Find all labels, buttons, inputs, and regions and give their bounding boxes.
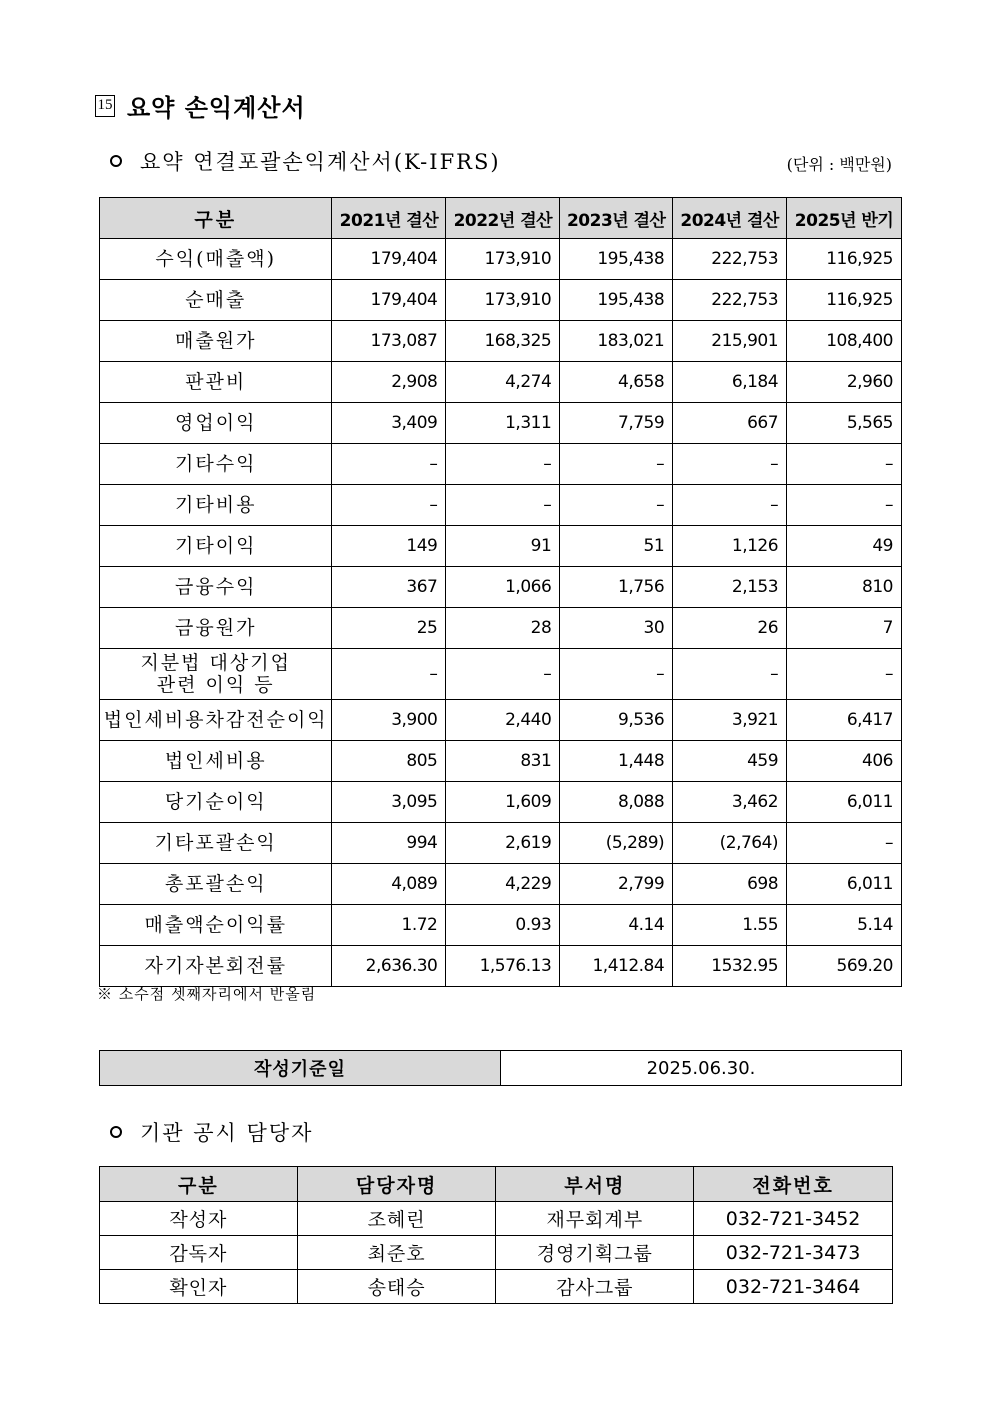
table-row: [100, 649, 902, 700]
value-cell: 1,576.13: [446, 946, 560, 987]
row-label-text: 기타비용: [175, 494, 257, 516]
row-label-text: 기타수익: [175, 453, 257, 475]
header-2024: 2024년 결산: [673, 198, 787, 239]
value-cell: 4,274: [446, 362, 560, 403]
value-cell: 1.72: [332, 905, 446, 946]
value-cell: –: [787, 823, 902, 864]
value-cell: 26: [673, 608, 787, 649]
row-label: [100, 823, 332, 864]
value-cell: 222,753: [673, 239, 787, 280]
table-row: [100, 741, 902, 782]
table-row: [100, 567, 902, 608]
value-cell: 569.20: [787, 946, 902, 987]
contact-phone: 032-721-3473: [694, 1236, 893, 1270]
value-cell: –: [787, 649, 902, 700]
value-cell: 51: [560, 526, 673, 567]
value-cell: –: [446, 444, 560, 485]
value-cell: 1,311: [446, 403, 560, 444]
table-row: [100, 700, 902, 741]
value-cell: –: [673, 649, 787, 700]
row-label: [100, 239, 332, 280]
value-cell: 7: [787, 608, 902, 649]
value-cell: 0.93: [446, 905, 560, 946]
value-cell: 25: [332, 608, 446, 649]
value-cell: 1532.95: [673, 946, 787, 987]
value-cell: 215,901: [673, 321, 787, 362]
value-cell: 810: [787, 567, 902, 608]
row-label-text: 법인세비용: [164, 750, 267, 772]
value-cell: 183,021: [560, 321, 673, 362]
header-2021: 2021년 결산: [332, 198, 446, 239]
contact-role: 감독자: [100, 1236, 298, 1270]
row-label: [100, 444, 332, 485]
row-label-text: 금융원가: [175, 617, 257, 639]
row-label-text: 당기순이익: [164, 791, 267, 813]
base-date-table: [99, 1050, 902, 1086]
header-role: 구분: [100, 1167, 298, 1202]
value-cell: 91: [446, 526, 560, 567]
value-cell: 459: [673, 741, 787, 782]
table-row: [100, 362, 902, 403]
contact-role: 작성자: [100, 1202, 298, 1236]
row-label-text: 지분법 대상기업: [140, 652, 291, 674]
table-row: [100, 608, 902, 649]
table-row: [100, 485, 902, 526]
contact-department: 감사그룹: [496, 1270, 694, 1304]
value-cell: 179,404: [332, 280, 446, 321]
table-row: [100, 1270, 893, 1304]
row-label-text: 기타포괄손익: [154, 832, 277, 854]
table-header-row: [100, 198, 902, 239]
value-cell: –: [446, 649, 560, 700]
contact-person: 최준호: [297, 1236, 496, 1270]
value-cell: 994: [332, 823, 446, 864]
section-title: 요약 손익계산서: [127, 94, 306, 122]
value-cell: –: [560, 485, 673, 526]
value-cell: –: [332, 444, 446, 485]
row-label: [100, 608, 332, 649]
value-cell: 1,412.84: [560, 946, 673, 987]
value-cell: 4,229: [446, 864, 560, 905]
contact-phone: 032-721-3452: [694, 1202, 893, 1236]
table-row: [100, 1236, 893, 1270]
value-cell: 6,417: [787, 700, 902, 741]
value-cell: 1.55: [673, 905, 787, 946]
row-label-text: 수익(매출액): [155, 248, 277, 270]
header-2023: 2023년 결산: [560, 198, 673, 239]
table-row: [100, 864, 902, 905]
row-label-text: 총포괄손익: [164, 873, 267, 895]
value-cell: –: [332, 485, 446, 526]
row-label: [100, 782, 332, 823]
unit-label: (단위 : 백만원): [786, 155, 892, 174]
value-cell: 5,565: [787, 403, 902, 444]
table-row: [100, 526, 902, 567]
row-label: [100, 403, 332, 444]
value-cell: 195,438: [560, 280, 673, 321]
row-label: [100, 905, 332, 946]
row-label-text: 순매출: [185, 289, 247, 311]
value-cell: –: [560, 444, 673, 485]
table-row: [100, 905, 902, 946]
value-cell: 6,011: [787, 864, 902, 905]
value-cell: 173,910: [446, 280, 560, 321]
row-label-text: 판관비: [185, 371, 247, 393]
table-row: [100, 782, 902, 823]
value-cell: 168,325: [446, 321, 560, 362]
value-cell: –: [446, 485, 560, 526]
contact-heading-text: 기관 공시 담당자: [140, 1121, 314, 1145]
row-label: [100, 864, 332, 905]
section-heading: [95, 88, 306, 123]
value-cell: –: [787, 444, 902, 485]
base-date-label: 작성기준일: [100, 1051, 501, 1086]
value-cell: 367: [332, 567, 446, 608]
row-label-text: 영업이익: [175, 412, 257, 434]
value-cell: 3,409: [332, 403, 446, 444]
contact-heading: [110, 1117, 313, 1147]
value-cell: 805: [332, 741, 446, 782]
value-cell: 2,440: [446, 700, 560, 741]
value-cell: 3,462: [673, 782, 787, 823]
value-cell: –: [332, 649, 446, 700]
row-label-text-line2: 관련 이익 등: [156, 674, 275, 696]
table-row: [100, 823, 902, 864]
value-cell: 2,799: [560, 864, 673, 905]
contact-department: 재무회계부: [496, 1202, 694, 1236]
value-cell: 1,066: [446, 567, 560, 608]
value-cell: 116,925: [787, 280, 902, 321]
value-cell: –: [673, 444, 787, 485]
value-cell: 3,921: [673, 700, 787, 741]
value-cell: 1,756: [560, 567, 673, 608]
circle-bullet-icon: [110, 155, 122, 167]
row-label: [100, 526, 332, 567]
table-header-row: [100, 1167, 893, 1202]
header-phone: 전화번호: [694, 1167, 893, 1202]
value-cell: 2,960: [787, 362, 902, 403]
value-cell: 1,448: [560, 741, 673, 782]
value-cell: 49: [787, 526, 902, 567]
header-category: 구분: [100, 198, 332, 239]
value-cell: 1,126: [673, 526, 787, 567]
subtitle-text: 요약 연결포괄손익계산서(K-IFRS): [140, 150, 501, 174]
contact-person: 송태승: [297, 1270, 496, 1304]
row-label: [100, 700, 332, 741]
table-row: [100, 403, 902, 444]
value-cell: 9,536: [560, 700, 673, 741]
section-number-box: 15: [95, 95, 115, 117]
value-cell: 7,759: [560, 403, 673, 444]
value-cell: (2,764): [673, 823, 787, 864]
value-cell: 149: [332, 526, 446, 567]
value-cell: (5,289): [560, 823, 673, 864]
row-label: [100, 362, 332, 403]
row-label: [100, 946, 332, 987]
row-label-text: 금융수익: [175, 576, 257, 598]
value-cell: 1,609: [446, 782, 560, 823]
table-row: [100, 444, 902, 485]
value-cell: 8,088: [560, 782, 673, 823]
value-cell: 116,925: [787, 239, 902, 280]
rounding-note: ※ 소수점 셋째자리에서 반올림: [97, 985, 317, 1003]
value-cell: –: [673, 485, 787, 526]
table-row: [100, 1202, 893, 1236]
value-cell: 4.14: [560, 905, 673, 946]
header-2022: 2022년 결산: [446, 198, 560, 239]
value-cell: 831: [446, 741, 560, 782]
row-label: [100, 321, 332, 362]
row-label-text: 매출액순이익률: [144, 914, 287, 936]
value-cell: 173,910: [446, 239, 560, 280]
income-statement-table: [99, 197, 902, 987]
value-cell: 2,908: [332, 362, 446, 403]
table-row: [100, 280, 902, 321]
base-date-value: 2025.06.30.: [501, 1051, 902, 1086]
value-cell: 698: [673, 864, 787, 905]
value-cell: 3,900: [332, 700, 446, 741]
row-label-text: 기타이익: [175, 535, 257, 557]
header-department: 부서명: [496, 1167, 694, 1202]
value-cell: 195,438: [560, 239, 673, 280]
value-cell: 4,658: [560, 362, 673, 403]
value-cell: 30: [560, 608, 673, 649]
value-cell: 2,153: [673, 567, 787, 608]
value-cell: 28: [446, 608, 560, 649]
contact-phone: 032-721-3464: [694, 1270, 893, 1304]
row-label-text: 매출원가: [175, 330, 257, 352]
disclosure-contacts-table: [99, 1166, 893, 1304]
row-label-text: 자기자본회전률: [144, 955, 287, 977]
value-cell: 222,753: [673, 280, 787, 321]
value-cell: 179,404: [332, 239, 446, 280]
row-label-text: 법인세비용차감전순이익: [103, 709, 328, 731]
header-2025-half: 2025년 반기: [787, 198, 902, 239]
value-cell: 2,619: [446, 823, 560, 864]
value-cell: 108,400: [787, 321, 902, 362]
value-cell: 6,184: [673, 362, 787, 403]
value-cell: 3,095: [332, 782, 446, 823]
row-label: [100, 485, 332, 526]
value-cell: –: [787, 485, 902, 526]
value-cell: 667: [673, 403, 787, 444]
subtitle-heading: [110, 146, 501, 176]
value-cell: 5.14: [787, 905, 902, 946]
table-row: [100, 1051, 902, 1086]
row-label: [100, 567, 332, 608]
value-cell: 4,089: [332, 864, 446, 905]
row-label: [100, 741, 332, 782]
value-cell: 406: [787, 741, 902, 782]
table-row: [100, 946, 902, 987]
table-row: [100, 239, 902, 280]
value-cell: –: [560, 649, 673, 700]
contact-person: 조혜린: [297, 1202, 496, 1236]
value-cell: 173,087: [332, 321, 446, 362]
contact-role: 확인자: [100, 1270, 298, 1304]
row-label: [100, 280, 332, 321]
row-label: [100, 649, 332, 700]
header-person: 담당자명: [297, 1167, 496, 1202]
circle-bullet-icon: [110, 1126, 122, 1138]
contact-department: 경영기획그룹: [496, 1236, 694, 1270]
value-cell: 2,636.30: [332, 946, 446, 987]
value-cell: 6,011: [787, 782, 902, 823]
table-row: [100, 321, 902, 362]
